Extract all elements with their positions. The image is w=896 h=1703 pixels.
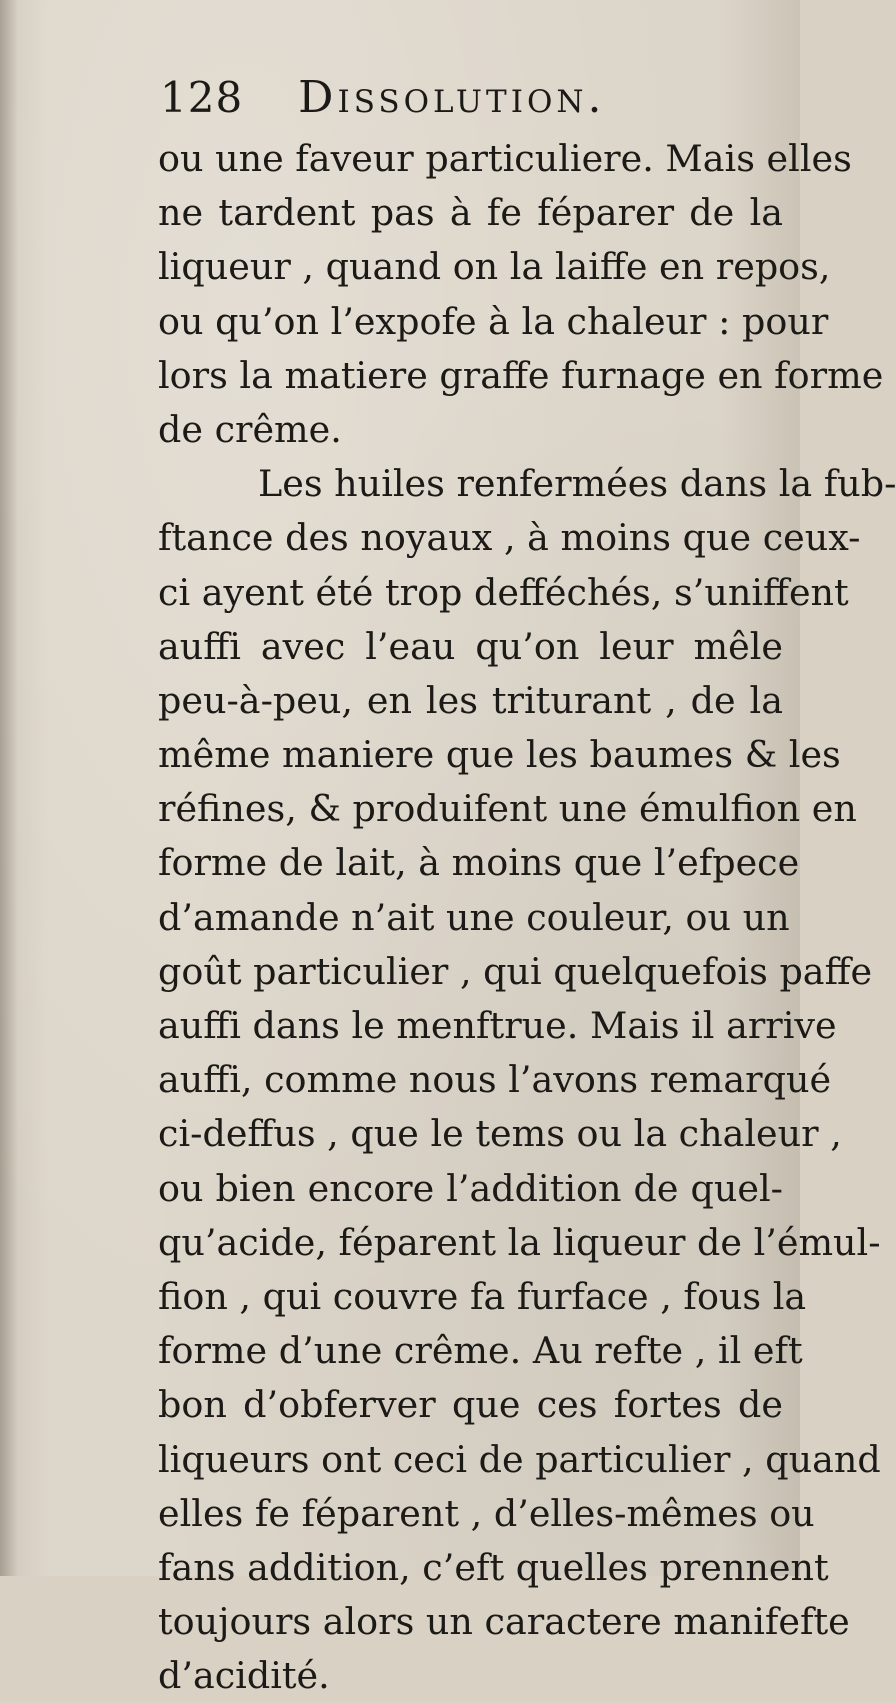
page-number: 128 xyxy=(160,73,244,122)
text-line-6: de crême. xyxy=(158,407,342,451)
text-line-18: auffi, comme nous l’avons remarqué xyxy=(158,1058,832,1102)
text-line-19: ci-deffus , que le tems ou la chaleur , xyxy=(158,1112,842,1156)
page-gutter-shadow xyxy=(0,0,18,1576)
text-line-15: d’amande n’ait une couleur, ou un xyxy=(158,895,790,939)
text-line-23: forme d’une crême. Au refte , il eft xyxy=(158,1329,803,1373)
text-line-11: peu-à-peu, en les triturant , de la xyxy=(158,678,783,722)
text-line-12: même maniere que les baumes & les xyxy=(158,733,841,777)
text-line-16: goût particulier , qui quelquefois paffe xyxy=(158,949,873,993)
body-text xyxy=(158,132,896,1703)
text-line-8: ftance des noyaux , à moins que ceux- xyxy=(158,516,861,560)
text-line-1: ou une faveur particuliere. Mais elles xyxy=(158,137,852,180)
text-line-24: bon d’obferver que ces fortes de xyxy=(158,1383,783,1427)
running-header xyxy=(160,70,760,126)
text-line-17: auffi dans le menftrue. Mais il arrive xyxy=(158,1004,837,1047)
text-line-21: qu’acide, féparent la liqueur de l’émul- xyxy=(158,1220,881,1264)
text-line-29: d’acidité. xyxy=(158,1654,330,1698)
text-line-13: réfines, & produifent une émulfion en xyxy=(158,787,857,831)
text-line-7: Les huiles renfermées dans la fub- xyxy=(258,462,896,506)
text-line-22: fion , qui couvre fa furface , fous la xyxy=(158,1274,807,1318)
text-line-10: auffi avec l’eau qu’on leur mêle xyxy=(158,624,783,668)
text-line-5: lors la matiere graffe furnage en forme xyxy=(158,353,884,397)
text-line-14: forme de lait, à moins que l’efpece xyxy=(158,841,800,885)
text-line-3: liqueur , quand on la laiffe en repos, xyxy=(158,245,831,289)
text-line-4: ou qu’on l’expofe à la chaleur : pour xyxy=(158,299,829,343)
running-title: Dissolution. xyxy=(298,72,606,123)
text-line-25: liqueurs ont ceci de particulier , quand xyxy=(158,1437,881,1481)
text-line-9: ci ayent été trop defféchés, s’uniffent xyxy=(158,570,849,614)
text-line-2: ne tardent pas à fe féparer de la xyxy=(158,191,783,235)
text-line-20: ou bien encore l’addition de quel- xyxy=(158,1166,783,1210)
text-line-26: elles fe féparent , d’elles-mêmes ou xyxy=(158,1491,815,1535)
text-line-27: fans addition, c’eft quelles prennent xyxy=(158,1545,829,1589)
text-line-28: toujours alors un caractere manifefte xyxy=(158,1600,850,1644)
